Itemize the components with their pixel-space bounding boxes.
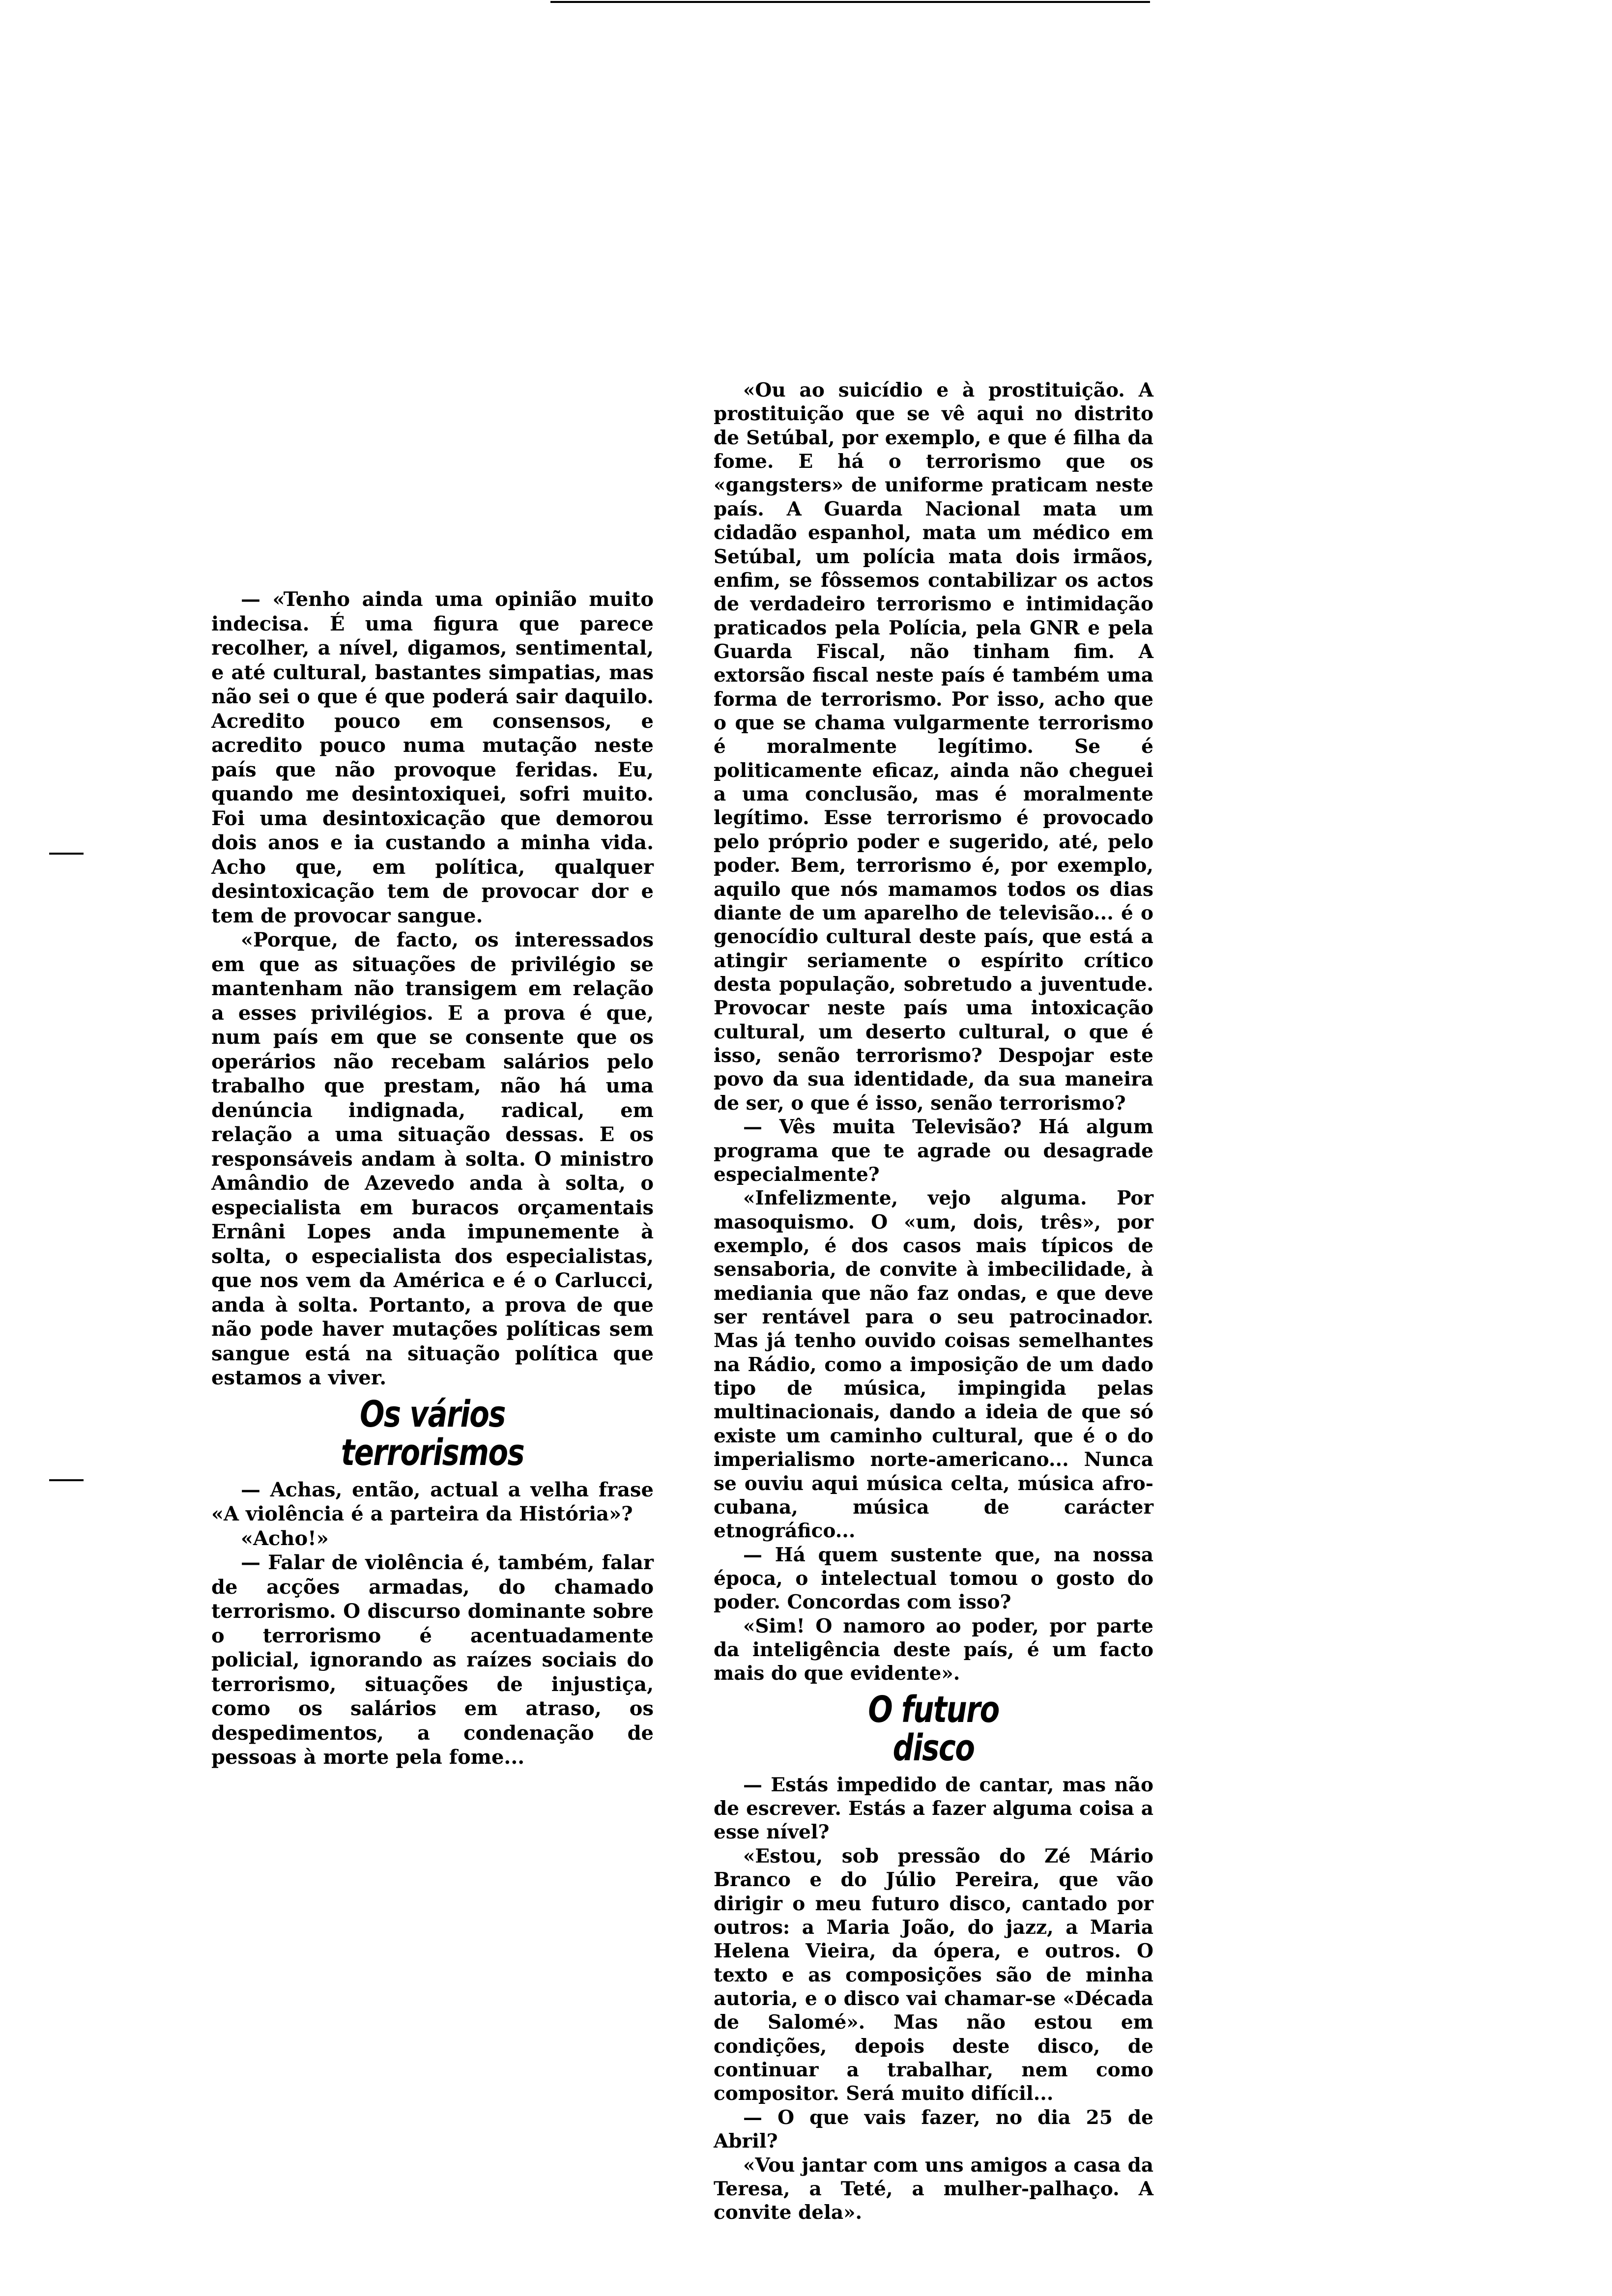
paragraph: «Sim! O namoro ao poder, por parte da inteligência deste país, é um facto mais do que evidente». bbox=[714, 1614, 1153, 1685]
paragraph: — O que vais fazer, no dia 25 de Abril? bbox=[714, 2106, 1153, 2153]
paragraph: «Acho!» bbox=[241, 1526, 329, 1550]
section-heading bbox=[758, 1688, 1110, 1769]
right-column bbox=[714, 378, 1153, 2225]
section-heading-line: terrorismos bbox=[341, 1431, 524, 1474]
section-heading bbox=[256, 1395, 609, 1472]
section-heading-line: O futuro bbox=[868, 1688, 999, 1731]
margin-mark bbox=[49, 853, 84, 855]
paragraph: — Há quem sustente que, na nossa época, o intelectual tomou o gosto do poder. Concordas com isso? bbox=[714, 1543, 1153, 1614]
paragraph: — Falar de violência é, também, falar de acções armadas, do chamado terrorismo. O discurso dominante sobre o terrorismo é acentuadamente policial, ignorando as raízes sociais do terrorismo, situações de injustiça, como os salários em atraso, os despedimentos, a condenação de pessoas à morte pela fome... bbox=[211, 1551, 654, 1769]
section-heading-line: Os vários bbox=[360, 1393, 505, 1435]
paragraph: «Ou ao suicídio e à prostituição. A prostituição que se vê aqui no distrito de Setúbal, por exemplo, e que é filha da fome. E há o terrorismo que os «gangsters» de uniforme praticam neste país. A Guarda Nacional mata um cidadão espanhol, mata um médico em Setúbal, um polícia mata dois irmãos, enfim, se fôssemos contabilizar os actos de verdadeiro terrorismo e intimidação praticados pela Polícia, pela GNR e pela Guarda Fiscal, não tinham fim. A extorsão fiscal neste país é também uma forma de terrorismo. Por isso, acho que o que se chama vulgarmente terrorismo é moralmente legítimo. Se é politicamente eficaz, ainda não cheguei a uma conclusão, mas é moralmente legítimo. Esse terrorismo é provocado pelo próprio poder e sugerido, até, pelo poder. Bem, terrorismo é, por exemplo, aquilo que nós mamamos todos os dias diante de um aparelho de televisão... é o genocídio cultural deste país, que está a atingir seriamente o espírito crítico desta população, sobretudo a juventude. Provocar neste país uma intoxicação cultural, um deserto cultural, o que é isso, senão terrorismo? Despojar este povo da sua identidade, da sua maneira de ser, o que é isso, senão terrorismo? bbox=[714, 379, 1153, 1115]
paragraph: «Vou jantar com uns amigos a casa da Teresa, a Teté, a mulher-palhaço. A convite dela». bbox=[714, 2153, 1153, 2224]
paragraph: «Infelizmente, vejo alguma. Por masoquismo. O «um, dois, três», por exemplo, é dos casos mais típicos de sensaboria, de convite à imbecilidade, à mediania que não faz ondas, e que deve ser rentável para o seu patrocinador. Mas já tenho ouvido coisas semelhantes na Rádio, como a imposição de um dado tipo de música, impingida pelas multinacionais, dando a ideia de que só existe um caminho cultural, que é o do imperialismo norte-americano... Nunca se ouviu aqui música celta, música afro-cubana, música de carácter etnográfico... bbox=[714, 1187, 1153, 1543]
paragraph: — «Tenho ainda uma opinião muito indecisa. É uma figura que parece recolher, a nível, digamos, sentimental, e até cultural, bastantes simpatias, mas não sei o que é que poderá sair daquilo. Acredito pouco em consensos, e acredito pouco numa mutação neste país que não provoque feridas. Eu, quando me desintoxiquei, sofri muito. Foi uma desintoxicação que demorou dois anos e ia custando a minha vida. Acho que, em política, qualquer desintoxicação tem de provocar dor e tem de provocar sangue. bbox=[211, 588, 654, 927]
paragraph: — Achas, então, actual a velha frase «A violência é a parteira da História»? bbox=[211, 1478, 654, 1525]
left-column bbox=[211, 587, 654, 1770]
top-rule bbox=[550, 1, 1150, 3]
paragraph: «Porque, de facto, os interessados em que as situações de privilégio se mantenham não transigem em relação a esses privilégios. E a prova é que, num país em que se consente que os operários não recebam salários pelo trabalho que prestam, não há uma denúncia indignada, radical, em relação a uma situação dessas. E os responsáveis andam à solta. O ministro Amândio de Azevedo anda à solta, o especialista em buracos orçamentais Ernâni Lopes anda impunemente à solta, o especialista dos especialistas, que nos vem da América e é o Carlucci, anda à solta. Portanto, a prova de que não pode haver mutações políticas sem sangue está na situação política que estamos a viver. bbox=[211, 928, 654, 1389]
paragraph: — Vês muita Televisão? Há algum programa que te agrade ou desagrade especialmente? bbox=[714, 1116, 1153, 1186]
paragraph: «Estou, sob pressão do Zé Mário Branco e do Júlio Pereira, que vão dirigir o meu futuro disco, cantado por outros: a Maria João, do jazz, a Maria Helena Vieira, da ópera, e outros. O texto e as composições são de minha autoria, e o disco vai chamar-se «Década de Salomé». Mas não estou em condições, depois deste disco, de continuar a trabalhar, nem como compositor. Será muito difícil... bbox=[714, 1844, 1153, 2105]
section-heading-line: disco bbox=[892, 1726, 975, 1769]
margin-mark bbox=[49, 1479, 84, 1481]
paragraph: — Estás impedido de cantar, mas não de escrever. Estás a fazer alguma coisa a esse nível? bbox=[714, 1773, 1153, 1844]
